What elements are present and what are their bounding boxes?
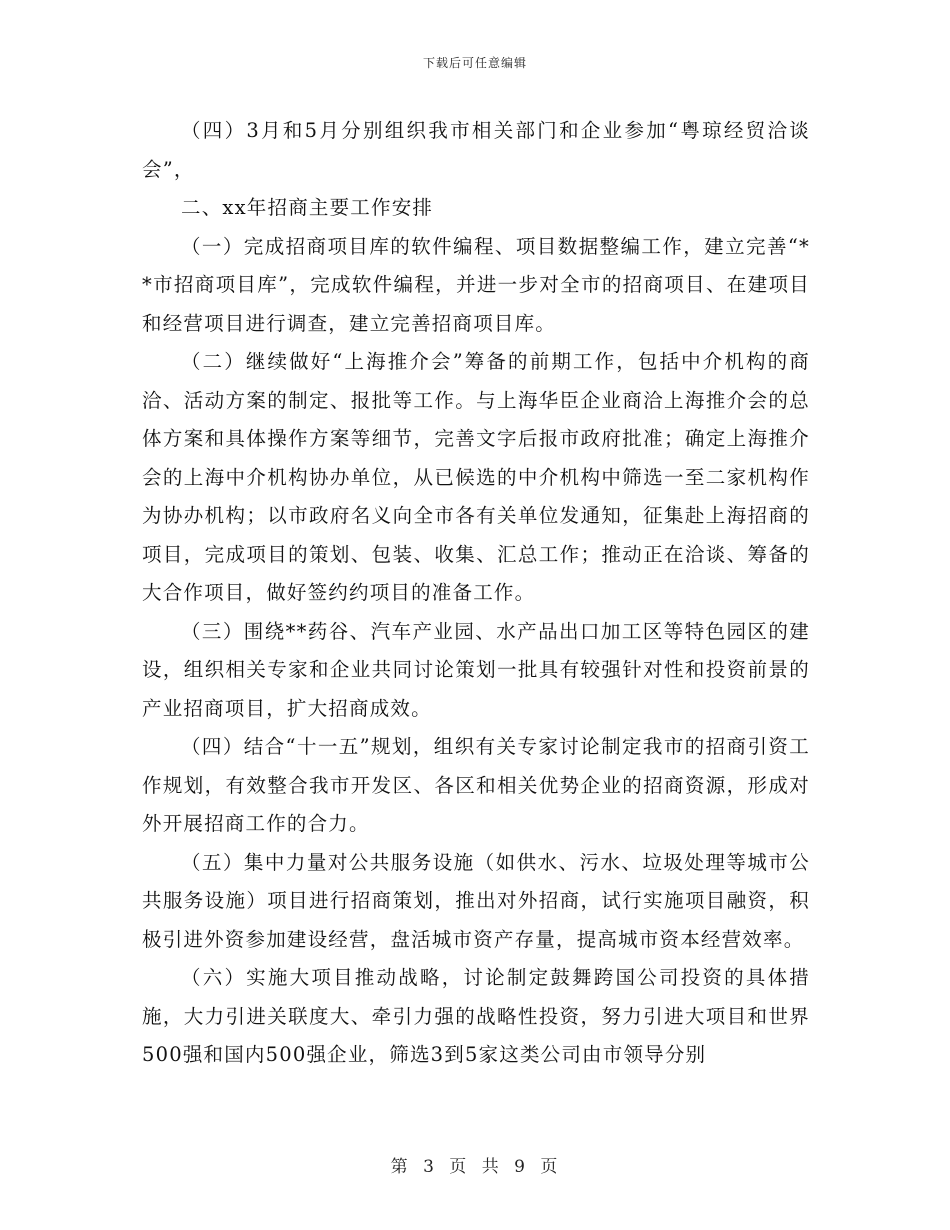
paragraph-1: （四）3月和5月分别组织我市相关部门和企业参加“粤琼经贸洽谈会”， (142, 119, 810, 181)
paragraph-item-5: （五）集中力量对公共服务设施（如供水、污水、垃圾处理等城市公共服务设施）项目进行招商策划，推出对外招商，试行实施项目融资，积极引进外资参加建设经营，盘活城市资产存量，提高城市资本经营效率。 (142, 850, 810, 951)
page-header: 下载后可任意编辑 (422, 56, 527, 70)
section-heading-2: 二、xx年招商主要工作安排 (181, 196, 434, 219)
paragraph-item-6: （六）实施大项目推动战略，讨论制定鼓舞跨国公司投资的具体措施，大力引进关联度大、牵引力强的战略性投资，努力引进大项目和世界500强和国内500强企业，筛选3到5家这类公司由市领导分别 (142, 966, 810, 1066)
paragraph-item-1: （一）完成招商项目库的软件编程、项目数据整编工作，建立完善“**市招商项目库”，完成软件编程，并进一步对全市的招商项目、在建项目和经营项目进行调查，建立完善招商项目库。 (142, 234, 810, 335)
document-body (142, 112, 810, 1075)
paragraph-item-2: （二）继续做好“上海推介会”筹备的前期工作，包括中介机构的商洽、活动方案的制定、报批等工作。与上海华臣企业商洽上海推介会的总体方案和具体操作方案等细节，完善文字后报市政府批准；确定上海推介会的上海中介机构协办单位，从已候选的中介机构中筛选一至二家机构作为协办机构；以市政府名义向全市各有关单位发通知，征集赴上海招商的项目，完成项目的策划、包装、收集、汇总工作；推动正在洽谈、筹备的大合作项目，做好签约约项目的准备工作。 (142, 350, 810, 604)
page-number: 第 3 页 共 9 页 (390, 1157, 560, 1177)
paragraph-item-3: （三）围绕**药谷、汽车产业园、水产品出口加工区等特色园区的建设，组织相关专家和企业共同讨论策划一批具有较强针对性和投资前景的产业招商项目，扩大招商成效。 (142, 619, 810, 720)
paragraph-item-4: （四）结合“十一五”规划，组织有关专家讨论制定我市的招商引资工作规划，有效整合我市开发区、各区和相关优势企业的招商资源，形成对外开展招商工作的合力。 (142, 735, 810, 835)
